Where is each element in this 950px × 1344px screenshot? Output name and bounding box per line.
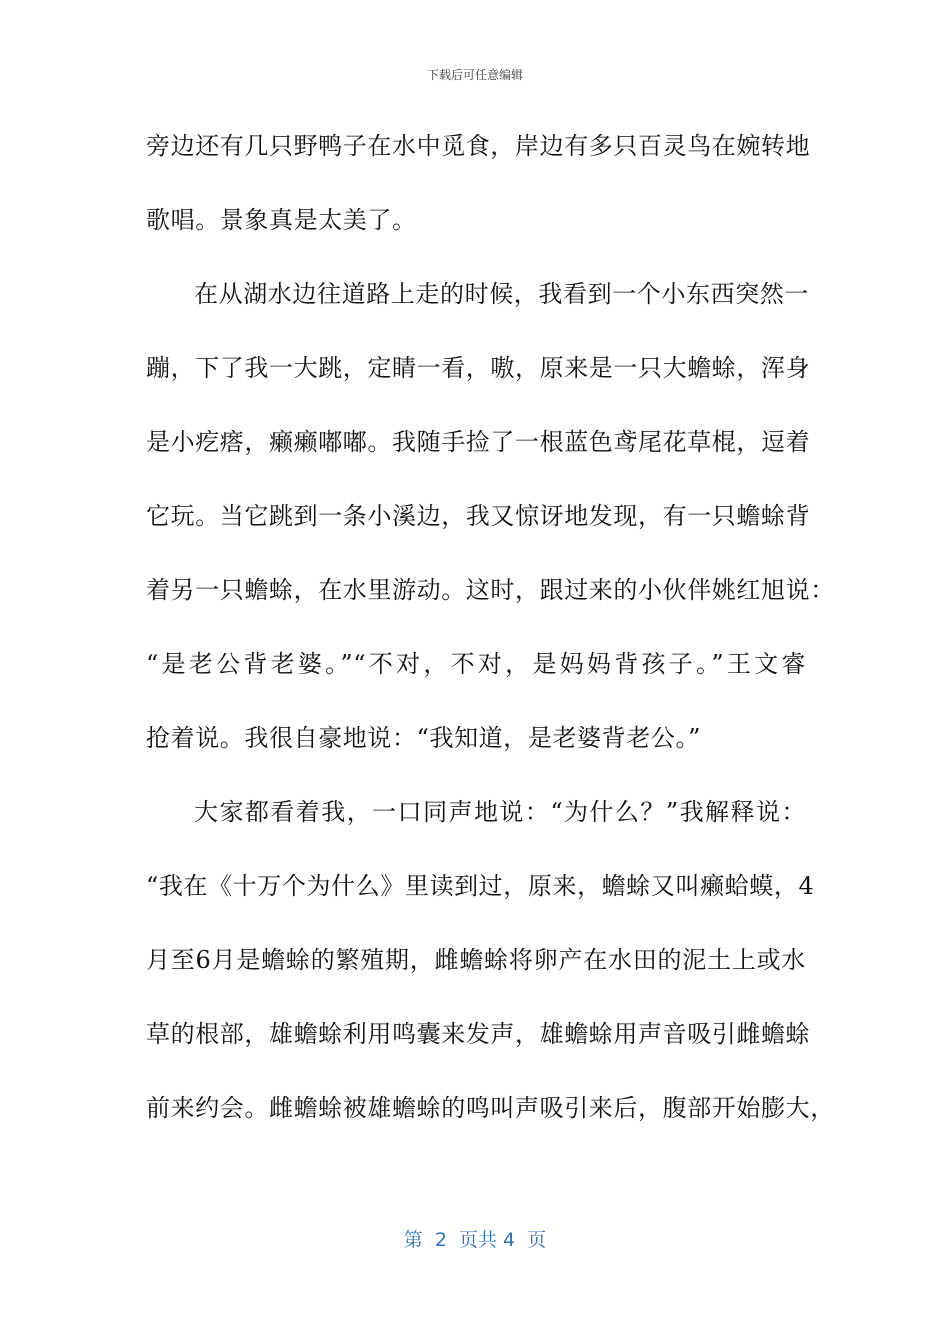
paragraph-start-line: 大家都看着我，一口同声地说：“为什么？”我解释说： (194, 798, 806, 826)
text-line: 蹦，下了我一大跳，定睛一看，嗷，原来是一只大蟾蜍，浑身 (146, 354, 811, 382)
text-line: 月至6月是蟾蜍的繁殖期，雌蟾蜍将卵产在水田的泥土上或水 (146, 946, 806, 974)
text-line: 抢着说。我很自豪地说：“我知道，是老婆背老公。” (146, 724, 701, 752)
text-line: 是小疙瘩，癞癞嘟嘟。我随手捡了一根蓝色鸢尾花草棍，逗着 (146, 428, 811, 456)
text-line: 着另一只蟾蜍，在水里游动。这时，跟过来的小伙伴姚红旭说： (146, 576, 835, 604)
text-line: 它玩。当它跳到一条小溪边，我又惊讶地发现，有一只蟾蜍背 (146, 502, 811, 530)
text-line: 歌唱。景象真是太美了。 (146, 206, 417, 234)
document-body (146, 124, 835, 1160)
text-line: “我在《十万个为什么》里读到过，原来，蟾蜍又叫癞蛤蟆，4 (146, 872, 815, 900)
text-line: 草的根部，雄蟾蜍利用鸣囊来发声，雄蟾蜍用声音吸引雌蟾蜍 (146, 1020, 811, 1048)
page-number-footer: 第 2 页共 4 页 (403, 1229, 547, 1251)
text-line: 旁边还有几只野鸭子在水中觅食，岸边有多只百灵鸟在婉转地 (146, 132, 811, 160)
paragraph-start-line: 在从湖水边往道路上走的时候，我看到一个小东西突然一 (194, 280, 809, 308)
text-line: “是老公背老婆。”“不对，不对，是妈妈背孩子。”王文睿 (146, 650, 806, 678)
page-header: 下载后可任意编辑 (426, 68, 523, 82)
text-line: 前来约会。雌蟾蜍被雄蟾蜍的鸣叫声吸引来后，腹部开始膨大， (146, 1094, 835, 1122)
